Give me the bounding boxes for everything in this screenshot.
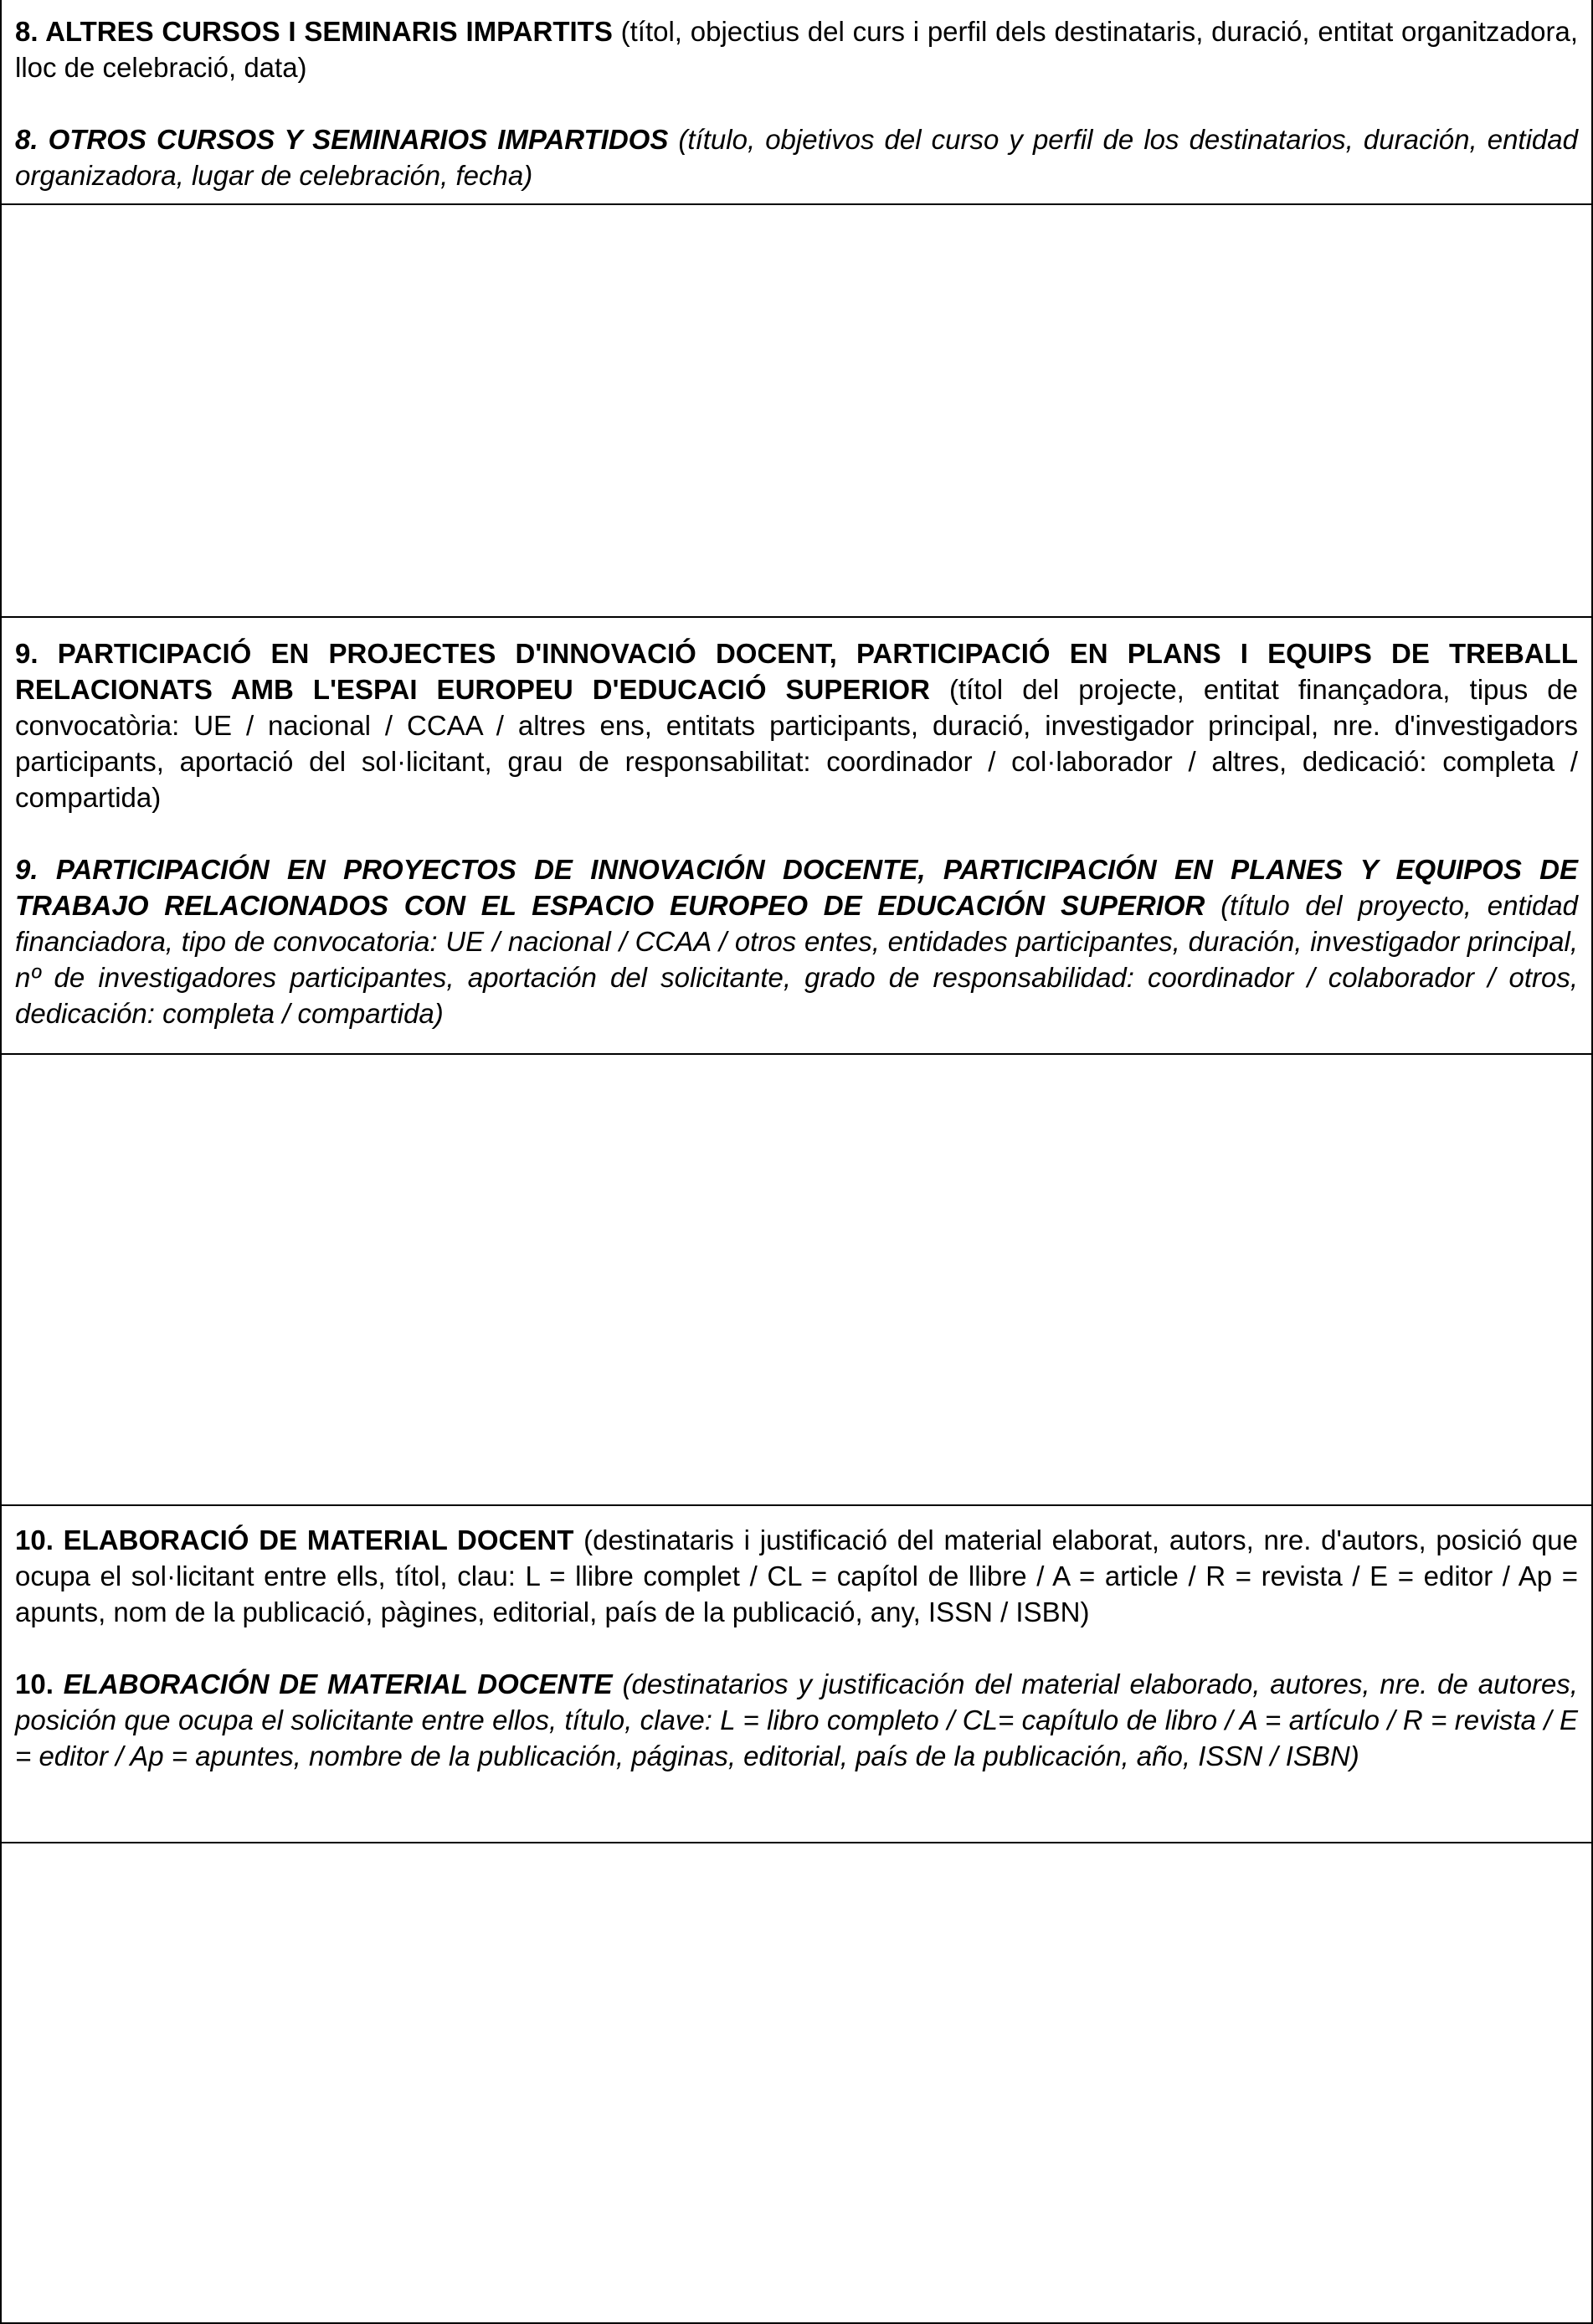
section-10-spanish-description: (destinatarios y justificación del material elaborado, autores, nre. de autores, posición que ocupa el solicitante entre ellos, título, clave: L = libro completo / CL= capítulo de libro / A = artículo / R = revista / E = editor / Ap = apuntes, nombre de la publicación, páginas, editorial, país de la publicación, año, ISSN / ISBN) [15, 1668, 1578, 1771]
section-10-input-area[interactable] [2, 1843, 1591, 2324]
section-10-catalan-description: (destinataris i justificació del material elaborat, autors, nre. d'autors, posició que ocupa el sol·licitant entre ells, títol, clau: L = llibre complet / CL = capítol de llibre / A = article / R = revista / E = editor / Ap = apunts, nom de la publicació, pàgines, editorial, país de la publicació, any, ISSN / ISBN) [15, 1524, 1578, 1627]
section-8-spanish-description: (título, objetivos del curso y perfil de los destinatarios, duración, entidad organizadora, lugar de celebración, fecha) [15, 124, 1578, 191]
section-9-innovation-projects [2, 618, 1591, 1506]
section-9-spanish-description: (título del proyecto, entidad financiadora, tipo de convocatoria: UE / nacional / CCAA / otros entes, entidades participantes, duración, investigador principal, nº de investigadores participantes, aportación del solicitante, grado de responsabilidad: coordinador / colaborador / otros, dedicación: completa / compartida) [15, 890, 1579, 1029]
section-10-catalan-heading [15, 1522, 1578, 1630]
section-8-input-area[interactable] [2, 205, 1591, 618]
section-10-spanish-heading [15, 1666, 1578, 1774]
section-9-catalan-description: (títol del projecte, entitat finançadora, tipus de convocatòria: UE / nacional / CCAA / altres ens, entitats participants, duració, investigador principal, nre. d'investigadors participants, aportació del sol·licitant, grau de responsabilitat: coordinador / col·laborador / altres, dedicació: completa / compartida) [15, 674, 1578, 813]
section-9-header [2, 618, 1591, 1055]
section-8-spanish-heading [15, 121, 1578, 193]
section-10-catalan-title: 10. ELABORACIÓ DE MATERIAL DOCENT [15, 1524, 574, 1555]
section-8-spanish-title: 8. OTROS CURSOS Y SEMINARIOS IMPARTIDOS [15, 124, 669, 155]
section-9-input-area[interactable] [2, 1055, 1591, 1506]
section-8-other-courses [2, 0, 1591, 618]
section-9-spanish-heading [15, 851, 1578, 1031]
section-9-catalan-heading [15, 635, 1578, 815]
section-8-catalan-description: (títol, objectius del curs i perfil dels destinataris, duració, entitat organitzadora, lloc de celebració, data) [15, 16, 1578, 83]
section-10-spanish-title: ELABORACIÓN DE MATERIAL DOCENTE [63, 1668, 613, 1699]
section-8-header [2, 0, 1591, 205]
section-10-spanish-number: 10. [15, 1668, 64, 1699]
section-10-teaching-material [2, 1506, 1591, 2324]
section-9-spanish-title: 9. PARTICIPACIÓN EN PROYECTOS DE INNOVACIÓN DOCENTE, PARTICIPACIÓN EN PLANES Y EQUIPOS DE TRABAJO RELACIONADOS CON EL ESPACIO EUROPEO DE EDUCACIÓN SUPERIOR [15, 854, 1578, 921]
section-8-catalan-title: 8. ALTRES CURSOS I SEMINARIS IMPARTITS [15, 16, 613, 47]
section-9-catalan-title: 9. PARTICIPACIÓ EN PROJECTES D'INNOVACIÓ DOCENT, PARTICIPACIÓ EN PLANS I EQUIPS DE TREBALL RELACIONATS AMB L'ESPAI EUROPEU D'EDUCACIÓ SUPERIOR [15, 638, 1578, 705]
section-8-catalan-heading [15, 13, 1578, 85]
section-10-header [2, 1506, 1591, 1843]
